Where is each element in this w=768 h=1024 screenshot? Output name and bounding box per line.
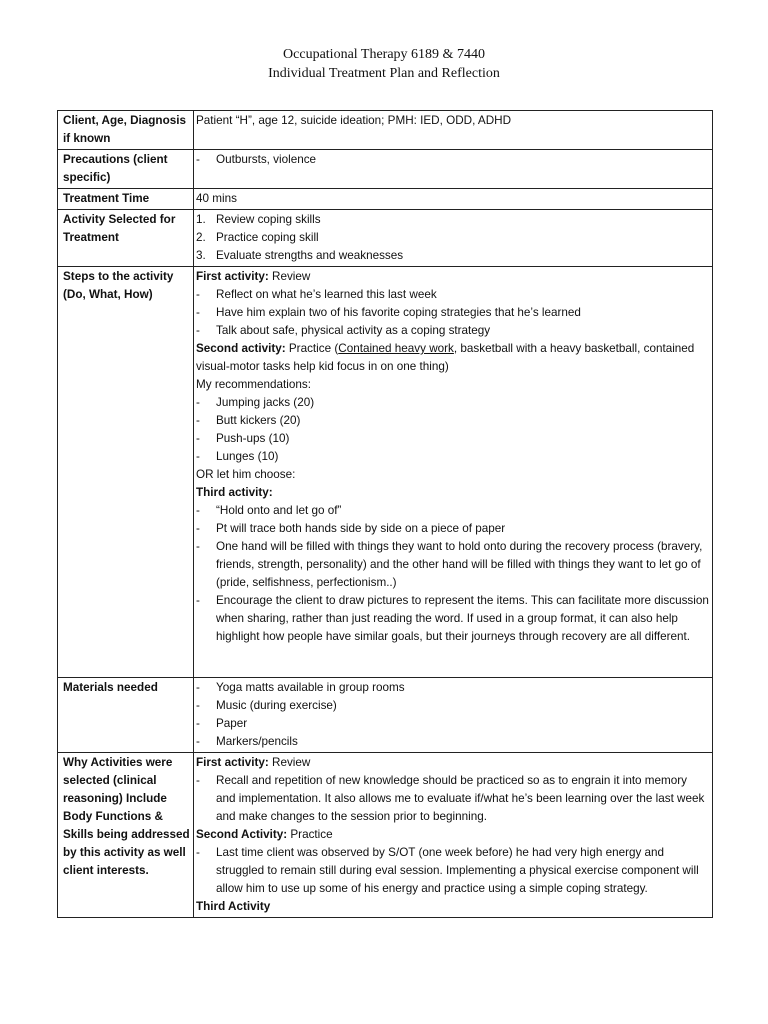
value-steps bbox=[194, 267, 713, 678]
label-precautions: Precautions (client specific) bbox=[58, 150, 194, 189]
third-activity-heading: Third Activity bbox=[196, 900, 271, 913]
label-treatment-time: Treatment Time bbox=[58, 189, 194, 210]
label-activity: Activity Selected for Treatment bbox=[58, 210, 194, 267]
list-item: 1. Review coping skills bbox=[196, 213, 321, 226]
table-row bbox=[58, 678, 713, 753]
list-item: - Music (during exercise) bbox=[196, 699, 337, 712]
table-row bbox=[58, 111, 713, 150]
document-subtitle: Individual Treatment Plan and Reflection bbox=[268, 66, 500, 81]
label-materials: Materials needed bbox=[58, 678, 194, 753]
value-why-activities bbox=[194, 753, 713, 918]
list-item: - Butt kickers (20) bbox=[196, 414, 301, 427]
list-item: - Recall and repetition of new knowledge should be practiced so as to engrain it into memory and implementation. It also allows me to evaluate if/what he’s been learning over the last week and make changes to the session prior to beginning. bbox=[196, 774, 705, 823]
table-row bbox=[58, 189, 713, 210]
list-item: - Encourage the client to draw pictures to represent the items. This can facilitate more discussion when sharing, rather than just reading the word. If used in a group format, it can also help highlight how people have similar goals, but their journeys through recovery are all different. bbox=[196, 594, 709, 643]
value-treatment-time: 40 mins bbox=[194, 189, 713, 210]
label-why-activities: Why Activities were selected (clinical reasoning) Include Body Functions & Skills being addressed by this activity as well client interests. bbox=[58, 753, 194, 918]
list-item: 3. Evaluate strengths and weaknesses bbox=[196, 249, 404, 262]
list-item: - Talk about safe, physical activity as a coping strategy bbox=[196, 324, 491, 337]
recommendations-heading: My recommendations: bbox=[196, 378, 311, 391]
list-item: - Push-ups (10) bbox=[196, 432, 290, 445]
value-precautions bbox=[194, 150, 713, 189]
choose-line: OR let him choose: bbox=[196, 468, 296, 481]
table-row bbox=[58, 753, 713, 918]
second-activity-heading: Second Activity: Practice bbox=[196, 828, 333, 841]
list-item: - One hand will be filled with things they want to hold onto during the recovery process (bravery, friends, strength, personality) and the other hand will be filled with things they want to let go of (pride, selfishness, perfectionism..) bbox=[196, 540, 703, 589]
label-steps: Steps to the activity (Do, What, How) bbox=[58, 267, 194, 678]
table-row bbox=[58, 210, 713, 267]
list-item: - Yoga matts available in group rooms bbox=[196, 681, 405, 694]
list-item: - Lunges (10) bbox=[196, 450, 279, 463]
list-item: 2. Practice coping skill bbox=[196, 231, 319, 244]
table-row bbox=[58, 267, 713, 678]
value-activity bbox=[194, 210, 713, 267]
list-item: - Jumping jacks (20) bbox=[196, 396, 315, 409]
table-row bbox=[58, 150, 713, 189]
second-activity-heading: Second activity: Practice (Contained heavy work, basketball with a heavy basketball, contained visual-motor tasks help kid focus in on one thing) bbox=[196, 342, 695, 373]
bullet-marker: - bbox=[196, 153, 200, 166]
first-activity-heading: First activity: Review bbox=[196, 270, 311, 283]
first-activity-heading: First activity: Review bbox=[196, 756, 311, 769]
list-item: - Last time client was observed by S/OT (one week before) he had very high energy and struggled to remain still during eval session. Implementing a physical exercise component will allow him to use up some of his energy and practice using a simple coping strategy. bbox=[196, 846, 699, 895]
label-client: Client, Age, Diagnosis if known bbox=[58, 111, 194, 150]
value-materials bbox=[194, 678, 713, 753]
third-activity-heading: Third activity: bbox=[196, 486, 273, 499]
value-client: Patient “H”, age 12, suicide ideation; PMH: IED, ODD, ADHD bbox=[194, 111, 713, 150]
list-item: - “Hold onto and let go of” bbox=[196, 504, 342, 517]
list-item: - Have him explain two of his favorite coping strategies that he’s learned bbox=[196, 306, 581, 319]
document-title: Occupational Therapy 6189 & 7440 bbox=[283, 47, 485, 62]
treatment-plan-table bbox=[57, 110, 713, 918]
list-item: - Markers/pencils bbox=[196, 735, 298, 748]
list-item: - Outbursts, violence bbox=[196, 151, 709, 169]
list-item: - Reflect on what he’s learned this last week bbox=[196, 288, 437, 301]
list-item: - Paper bbox=[196, 717, 248, 730]
list-item: - Pt will trace both hands side by side on a piece of paper bbox=[196, 522, 506, 535]
